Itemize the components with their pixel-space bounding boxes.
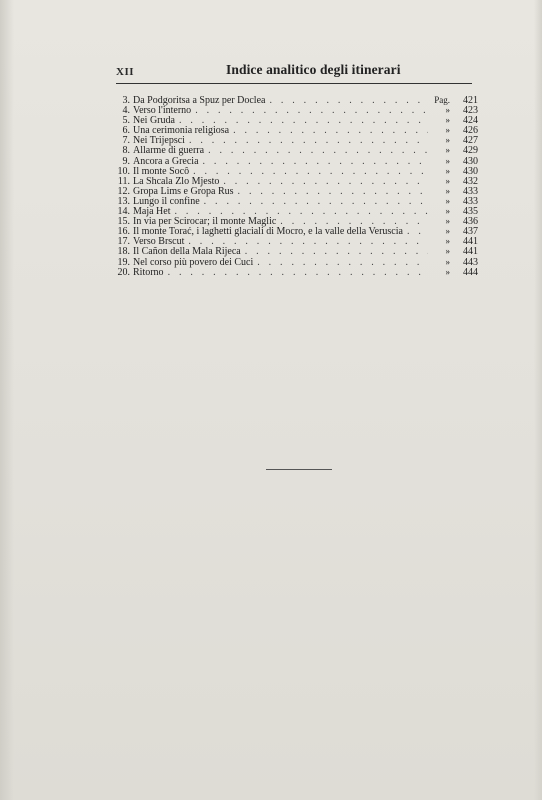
toc-entry-title: Il Cañon della Mala Rijeca [133,246,241,258]
toc-entry-title: Ritorno [133,266,164,278]
toc-entry-page-marker: » [445,195,450,206]
toc-entry-page-marker: » [445,185,450,196]
toc-entry-page-number: 421 [463,95,478,106]
toc-entry-page-number: 429 [463,145,478,157]
toc-entry-page-number: 436 [463,216,478,228]
toc-entry-page-number: 441 [463,246,478,258]
toc-entry-number: 18. [117,246,130,258]
toc-entry-number: 4. [122,105,130,117]
toc-entry [112,176,478,186]
toc-entry-page-marker: » [445,206,450,217]
toc-entry-title: Il monte Socô [133,165,190,177]
toc-entry [112,267,478,277]
dot-leader [257,258,428,268]
toc-entry [112,196,478,206]
page-header [116,62,474,82]
page-edge-shadow [534,0,542,800]
toc-entry [112,115,478,125]
toc-entry [112,257,478,267]
toc-entry-page-marker: » [445,165,450,176]
toc-entry-title: Verso l'interno [133,105,192,117]
toc-entry-page-marker: » [445,155,450,166]
toc-entry [112,186,478,196]
toc-entry-number: 13. [117,195,130,207]
dot-leader [208,146,428,156]
toc-entry-number: 20. [117,266,130,278]
header-rule [116,83,472,84]
toc-entry [112,95,478,105]
toc-entry-title: Allarme di guerra [133,145,205,157]
toc-entry-number: 8. [122,145,130,157]
toc-entry-title: La Shcala Zlo Mjesto [133,175,220,187]
toc-entry-title: Nel corso più povero dei Cuci [133,256,254,268]
dot-leader [189,136,428,146]
toc-entry-page-number: 432 [463,175,478,187]
toc-entry [112,246,478,256]
toc-entry [112,206,478,216]
toc-entry-number: 6. [122,125,130,137]
dot-leader [223,177,428,187]
toc-entry-page-number: 430 [463,155,478,167]
toc-entry-number: 17. [117,236,130,248]
toc-entry-number: 9. [122,155,130,167]
toc-entry-number: 10. [117,165,130,177]
toc-entry-page-number: 424 [463,115,478,127]
dot-leader [193,167,428,177]
toc-entry-title: Il monte Torać, i laghetti glaciali di Mocro, e la valle della Veruscia [133,226,403,238]
toc-entry-number: 3. [122,95,130,106]
toc-entry-title: Una cerimonia religiosa [133,125,230,137]
toc-entry-page-marker: » [445,266,450,277]
toc-entry [112,145,478,155]
dot-leader [233,126,428,136]
toc-entry-title: Nei Gruda [133,115,175,127]
toc-entry-page-number: 435 [463,206,478,218]
toc-entry-page-number: 443 [463,256,478,268]
toc-entry-page-marker: » [445,125,450,136]
toc-entry-page-number: 433 [463,195,478,207]
toc-entry-page-marker: » [445,226,450,237]
dot-leader [195,106,428,116]
toc-entry-page-number: 427 [463,135,478,147]
toc-entry [112,156,478,166]
toc-entry-page-number: 444 [463,266,478,278]
toc-entry [112,135,478,145]
toc-entry-page-marker: » [445,246,450,257]
toc-entry [112,105,478,115]
toc-entry-title: Nei Trijepsci [133,135,185,147]
running-title: Indice analitico degli itinerari [226,62,401,77]
toc-entry-number: 11. [117,175,130,187]
dot-leader [407,227,428,237]
dot-leader [269,96,428,106]
dot-leader [203,157,428,167]
toc-entry-number: 15. [117,216,130,228]
toc-entry-page-number: 441 [463,236,478,248]
toc-entry [112,166,478,176]
dot-leader [245,247,428,257]
toc-entry [112,236,478,246]
toc-entry-number: 5. [122,115,130,127]
toc-entry-page-marker: » [445,135,450,146]
page-gutter-shadow [0,0,14,800]
toc-entry-title: Lungo il confine [133,195,200,207]
toc-entry-number: 14. [117,206,130,218]
toc-entry-page-marker: » [445,105,450,116]
toc-entry-page-number: 430 [463,165,478,177]
toc-entry-page-marker: » [445,145,450,156]
toc-entry-title: In via per Scirocar; il monte Maglic [133,216,277,228]
toc-entry-page-marker: » [445,216,450,227]
toc-entry-title: Verso Brscut [133,236,185,248]
dot-leader [204,197,428,207]
toc-entry-title: Maja Het [133,206,171,218]
toc-entry-page-number: 426 [463,125,478,137]
dot-leader [238,187,428,197]
page-number: XII [116,66,135,78]
toc-entry-number: 19. [117,256,130,268]
table-of-contents [112,95,478,277]
section-end-rule [266,469,332,470]
toc-entry [112,216,478,226]
toc-entry-title: Da Podgoritsa a Spuz per Doclea [133,95,266,106]
toc-entry-title: Gropa Lims e Gropa Rus [133,185,234,197]
toc-entry-page-marker: » [445,115,450,126]
toc-entry-page-number: 433 [463,185,478,197]
toc-entry-number: 12. [117,185,130,197]
toc-entry-title: Ancora a Grecia [133,155,199,167]
toc-entry-page-number: 437 [463,226,478,238]
toc-entry [112,226,478,236]
toc-entry-number: 7. [122,135,130,147]
toc-entry-page-marker: Pag. [434,95,450,105]
toc-entry-page-marker: » [445,236,450,247]
toc-entry [112,125,478,135]
toc-entry-number: 16. [117,226,130,238]
dot-leader [168,268,428,278]
toc-entry-page-marker: » [445,175,450,186]
toc-entry-page-marker: » [445,256,450,267]
toc-entry-page-number: 423 [463,105,478,117]
